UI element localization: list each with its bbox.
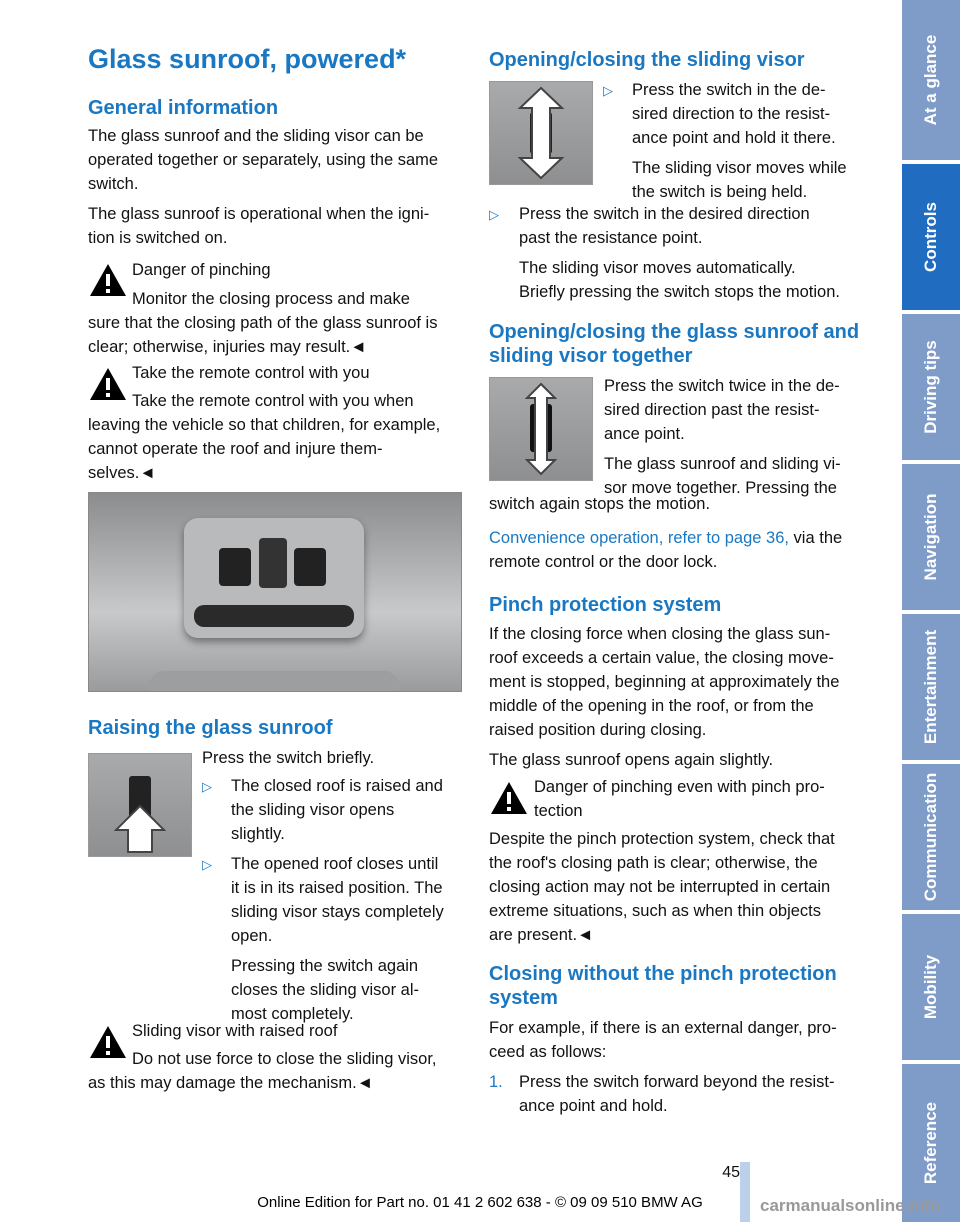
text-line: Pressing the switch again: [231, 957, 419, 975]
text-line: Briefly pressing the switch stops the motion.: [519, 283, 840, 301]
warning-title: Sliding visor with raised roof: [132, 1022, 338, 1040]
text-line: switch again stops the motion.: [489, 495, 711, 513]
bullet-icon: ▷: [603, 83, 613, 98]
text-line: sor move together. Pressing the: [604, 479, 837, 497]
text-line: The opened roof closes until: [231, 855, 439, 873]
section-heading-without: Closing without the pinch protection: [489, 963, 837, 985]
section-heading-without-cont: system: [489, 987, 558, 1009]
warning-icon: [489, 780, 529, 816]
text-line: the sliding visor opens: [231, 801, 395, 819]
text-line: are present.◄: [489, 926, 594, 944]
text-line: Press the switch in the de-: [632, 81, 826, 99]
text-line: cannot operate the roof and injure them-: [88, 440, 383, 458]
section-heading-together-cont: sliding visor together: [489, 345, 693, 367]
text-line: Press the switch forward beyond the resist-: [519, 1073, 835, 1091]
text-line: leaving the vehicle so that children, for example,: [88, 416, 441, 434]
bullet-icon: ▷: [489, 207, 499, 222]
text-fragment: via the: [788, 529, 843, 547]
switch-raise-image: [88, 753, 192, 857]
text-line: middle of the opening in the roof, or from the: [489, 697, 814, 715]
page-title: Glass sunroof, powered*: [88, 44, 407, 74]
warning-icon: [88, 366, 128, 402]
switch-visor-image: [489, 81, 593, 185]
text-line: the roof's closing path is clear; otherwise, the: [489, 854, 818, 872]
text-line: switch.: [88, 175, 139, 193]
text-line: Despite the pinch protection system, check that: [489, 830, 835, 848]
text-line: The sliding visor moves while: [632, 159, 847, 177]
text-line: closing action may not be interrupted in certain: [489, 878, 831, 896]
bullet-icon: ▷: [202, 779, 212, 794]
text-line: closes the sliding visor al-: [231, 981, 419, 999]
text-line: sired direction to the resist-: [632, 105, 831, 123]
arrow-up-icon: [114, 804, 166, 854]
double-arrow-icon: [525, 382, 557, 476]
text-line: Do not use force to close the sliding visor,: [132, 1050, 437, 1068]
text-line: sure that the closing path of the glass sunroof is: [88, 314, 438, 332]
switch-together-image: [489, 377, 593, 481]
text-line: ance point and hold.: [519, 1097, 668, 1115]
sidebar-tab-driving-tips[interactable]: Driving tips: [902, 314, 960, 460]
section-heading-raising: Raising the glass sunroof: [88, 717, 333, 739]
step-number: 1.: [489, 1073, 503, 1091]
sidebar-tab-at-a-glance[interactable]: At a glance: [902, 0, 960, 160]
sidebar-tab-communication[interactable]: Communication: [902, 764, 960, 910]
text-line: remote control or the door lock.: [489, 553, 718, 571]
text-line: tion is switched on.: [88, 229, 228, 247]
sidebar-tab-controls[interactable]: Controls: [902, 164, 960, 310]
text-line: roof exceeds a certain value, the closing move-: [489, 649, 834, 667]
warning-title: Danger of pinching: [132, 261, 271, 279]
text-line: The glass sunroof opens again slightly.: [489, 751, 774, 769]
text-line: selves.◄: [88, 464, 156, 482]
page-marker: [740, 1162, 750, 1222]
warning-icon: [88, 1024, 128, 1060]
overhead-console-photo: [88, 492, 462, 692]
bullet-icon: ▷: [202, 857, 212, 872]
text-line: Press the switch twice in the de-: [604, 377, 840, 395]
warning-title: Take the remote control with you: [132, 364, 370, 382]
text-line: it is in its raised position. The: [231, 879, 443, 897]
arrow-up-down-icon: [516, 86, 566, 180]
text-line: slightly.: [231, 825, 285, 843]
text-line: For example, if there is an external danger, pro-: [489, 1019, 837, 1037]
text-line: extreme situations, such as when thin objects: [489, 902, 822, 920]
text-line: the switch is being held.: [632, 183, 808, 201]
text-line: ment is stopped, beginning at approximately the: [489, 673, 840, 691]
text-line: raised position during closing.: [489, 721, 707, 739]
text-line: The closed roof is raised and: [231, 777, 443, 795]
text-line: Take the remote control with you when: [132, 392, 414, 410]
section-heading-together: Opening/closing the glass sunroof and: [489, 321, 860, 343]
section-heading-visor: Opening/closing the sliding visor: [489, 49, 805, 71]
text-line: as this may damage the mechanism.◄: [88, 1074, 374, 1092]
page-reference-link[interactable]: Convenience operation, refer to page 36,: [489, 529, 789, 547]
text-line: ance point.: [604, 425, 685, 443]
text-line: most completely.: [231, 1005, 354, 1023]
text-line: Monitor the closing process and make: [132, 290, 410, 308]
text-line: clear; otherwise, injuries may result.◄: [88, 338, 367, 356]
text-line: ceed as follows:: [489, 1043, 607, 1061]
section-heading-pinch: Pinch protection system: [489, 594, 722, 616]
watermark: carmanualsonline.info: [760, 1196, 941, 1215]
section-heading-general: General information: [88, 97, 279, 119]
text-line: past the resistance point.: [519, 229, 703, 247]
text-line: sired direction past the resist-: [604, 401, 820, 419]
sidebar-tab-mobility[interactable]: Mobility: [902, 914, 960, 1060]
text-line: If the closing force when closing the glass sun-: [489, 625, 831, 643]
text-line: open.: [231, 927, 273, 945]
text-line: Press the switch briefly.: [202, 749, 375, 767]
warning-title: Danger of pinching even with pinch pro-: [534, 778, 825, 796]
text-line: ance point and hold it there.: [632, 129, 836, 147]
text-line: The glass sunroof and the sliding visor can be: [88, 127, 424, 145]
text-line: The sliding visor moves automatically.: [519, 259, 796, 277]
footer-text: Online Edition for Part no. 01 41 2 602 638 - © 09 09 510 BMW AG: [257, 1194, 703, 1211]
sidebar-tab-entertainment[interactable]: Entertainment: [902, 614, 960, 760]
warning-title-cont: tection: [534, 802, 583, 820]
text-line: Press the switch in the desired direction: [519, 205, 810, 223]
warning-icon: [88, 262, 128, 298]
text-line: sliding visor stays completely: [231, 903, 444, 921]
sidebar-tab-navigation[interactable]: Navigation: [902, 464, 960, 610]
sidebar-tab-reference[interactable]: Reference: [902, 1064, 960, 1222]
page-number: 45: [722, 1164, 740, 1181]
text-line: operated together or separately, using the same: [88, 151, 439, 169]
text-line: The glass sunroof and sliding vi-: [604, 455, 841, 473]
text-line: The glass sunroof is operational when the igni-: [88, 205, 430, 223]
